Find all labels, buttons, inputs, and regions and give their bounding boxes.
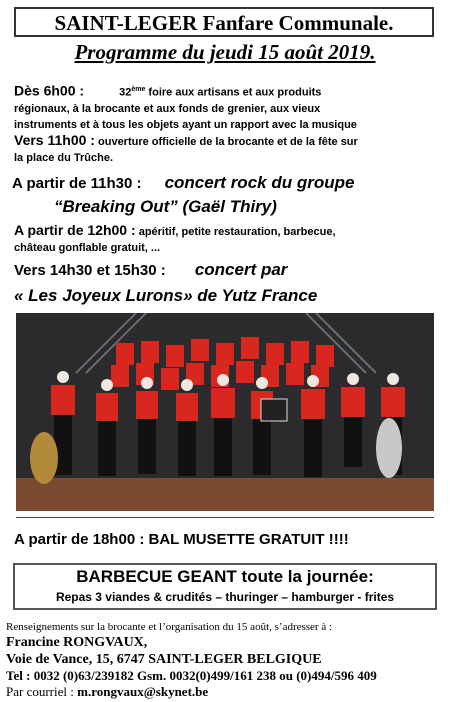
contact-email-line [6,684,208,700]
band-photo [16,313,434,511]
info-line: Renseignements sur la brocante et l’organisation du 15 août, s’adresser à : [6,621,333,633]
program-item-6h00: Dès 6h00 : 32ème foire aux artisans et aux produits régionaux, à la brocante et aux fonds de grenier, aux vieux instruments et à tous les objets ayant un rapport avec la musique [14,82,357,131]
program-subtitle: Programme du jeudi 15 août 2019. [74,40,376,64]
band-photo-illustration [16,313,434,511]
divider [16,517,434,518]
email-label: Par courriel : [6,684,78,699]
program-item-12h00: A partir de 12h00 : apéritif, petite restauration, barbecue, château gonflable gratuit, ... [14,222,336,254]
program-item-14h30: Vers 14h30 et 15h30 : concert par « Les Joyeux Lurons» de Yutz France [14,260,318,305]
program-item-11h30: A partir de 11h30 : concert rock du groupe “Breaking Out” (Gaël Thiry) [12,173,355,216]
barbecue-title: BARBECUE GEANT toute la journée: [76,567,374,586]
contact-name: Francine RONGVAUX, [6,635,148,650]
email-link[interactable]: m.rongvaux@skynet.be [77,684,209,699]
barbecue-menu: Repas 3 viandes & crudités – thuringer – hamburger - frites [55,590,395,604]
title-box [14,7,434,37]
page-title: SAINT-LEGER Fanfare Communale. [54,11,394,35]
barbecue-box [13,563,437,610]
bal-musette-line: A partir de 18h00 : BAL MUSETTE GRATUIT !!!! [14,531,349,548]
program-item-11h00: Vers 11h00 : ouverture officielle de la brocante et de la fête sur la place du Trûche. [14,132,358,164]
contact-phone: Tel : 0032 (0)63/239182 Gsm. 0032(0)499/161 238 ou (0)494/596 409 [6,668,377,683]
contact-address: Voie de Vance, 15, 6747 SAINT-LEGER BELGIQUE [6,652,322,667]
